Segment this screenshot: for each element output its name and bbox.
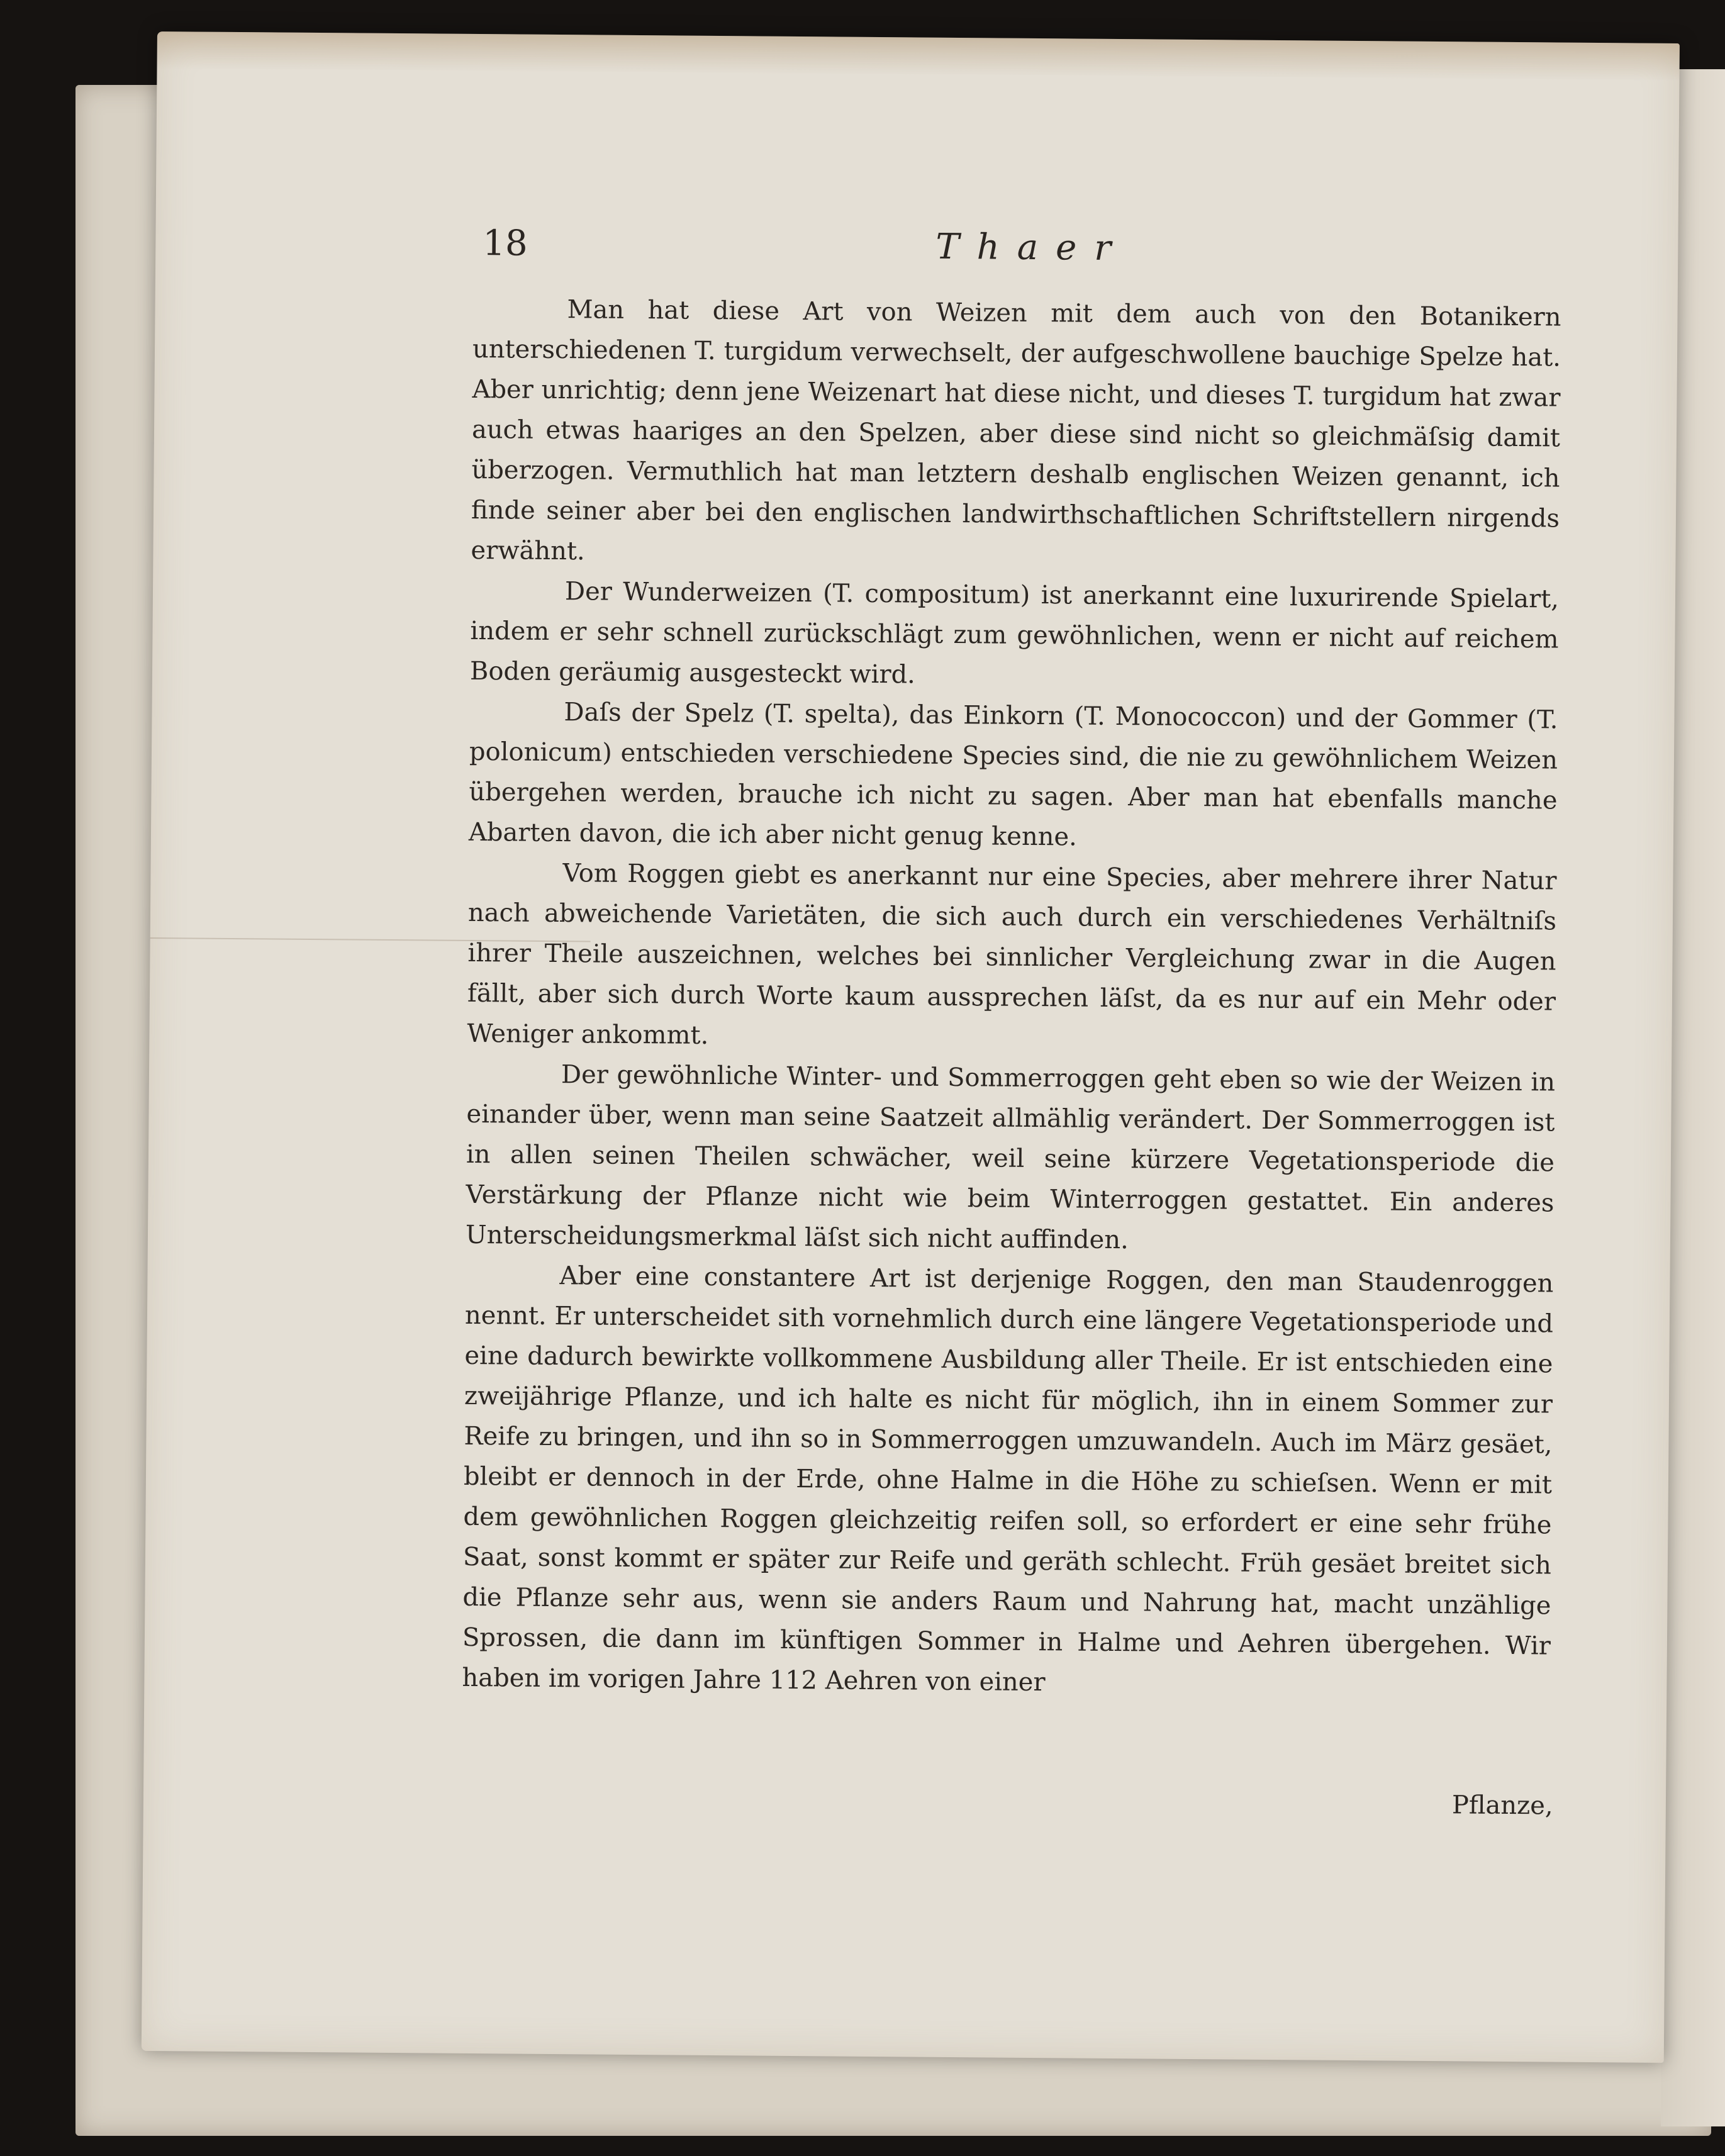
paragraph-5: Der gewöhnliche Winter- und Sommerroggen geht eben so wie der Weizen in einander über, wenn man seine Saatzeit allmählig verändert. Der Sommerroggen ist in allen seinen Theilen schwächer, weil seine kürzere Vegetationsperiode die Verstärkung der Pflanze nicht wie beim Winterroggen gestattet. Ein anderes Unterscheidungsmerkmal läſst sich nicht auffinden. [465, 1060, 1556, 1255]
page-number: 18 [483, 223, 528, 264]
running-title: Thaer [935, 226, 1129, 269]
paragraph-6: Aber eine constantere Art ist derjenige Roggen, den man Staudenroggen nennt. Er unterscheidet sith vornehmlich durch eine längere Vegetationsperiode und eine dadurch bewirkte vollkommene Ausbildung aller Theile. Er ist entschieden eine zweijährige Pflanze, und ich halte es nicht für möglich, ihn in einem Sommer zur Reife zu bringen, und ihn so in Sommerroggen umzuwandeln. Auch im März gesäet, bleibt er dennoch in der Erde, ohne Halme in die Höhe zu schieſsen. Wenn er mit dem gewöhnlichen Roggen gleichzeitig reifen soll, so erfordert er eine sehr frühe Saat, sonst kommt er später zur Reife und geräth schlecht. Früh gesäet breitet sich die Pflanze sehr aus, wenn sie anders Raum und Nahrung hat, macht unzählige Sprossen, die dann im künftigen Sommer in Halme und Aehren übergehen. Wir haben im vorigen Jahre 112 Aehren von einer [462, 1261, 1554, 1697]
body-text [462, 289, 1561, 1707]
catchword: Pflanze, [1451, 1790, 1553, 1821]
running-head [483, 223, 1616, 282]
paragraph-2: Der Wunderweizen (T. compositum) ist anerkannt eine luxurirende Spielart, indem er sehr schnell zurückschlägt zum gewöhnlichen, wenn er nicht auf reichem Boden geräumig ausgesteckt wird. [469, 577, 1560, 690]
paragraph-4: Vom Roggen giebt es anerkannt nur eine Species, aber mehrere ihrer Natur nach abweichende Varietäten, die sich auch durch ein verschiedenes Verhältniſs ihrer Theile auszeichnen, welches bei sinnlicher Vergleichung zwar in die Augen fällt, aber sich durch Worte kaum aussprechen läſst, da es nur auf ein Mehr oder Weniger ankommt. [467, 859, 1557, 1050]
paragraph-3: Daſs der Spelz (T. spelta), das Einkorn (T. Monococcon) und der Gommer (T. polonicum) entschieden verschiedene Species sind, die nie zu gewöhnlichem Weizen übergehen werden, brauche ich nicht zu sagen. Aber man hat ebenfalls manche Abarten davon, die ich aber nicht genug kenne. [468, 698, 1558, 852]
book-page [142, 31, 1680, 2063]
paragraph-1: Man hat diese Art von Weizen mit dem auch von den Botanikern unterschiedenen T. turgidum verwechselt, der aufgeschwollene bauchige Spelze hat. Aber unrichtig; denn jene Weizenart hat diese nicht, und dieses T. turgidum hat zwar auch etwas haariges an den Spelzen, aber diese sind nicht so gleichmäſsig damit überzogen. Vermuthlich hat man letztern deshalb englischen Weizen genannt, ich finde seiner aber bei den englischen landwirthschaftlichen Schriftstellern nirgends erwähnt. [471, 295, 1561, 566]
